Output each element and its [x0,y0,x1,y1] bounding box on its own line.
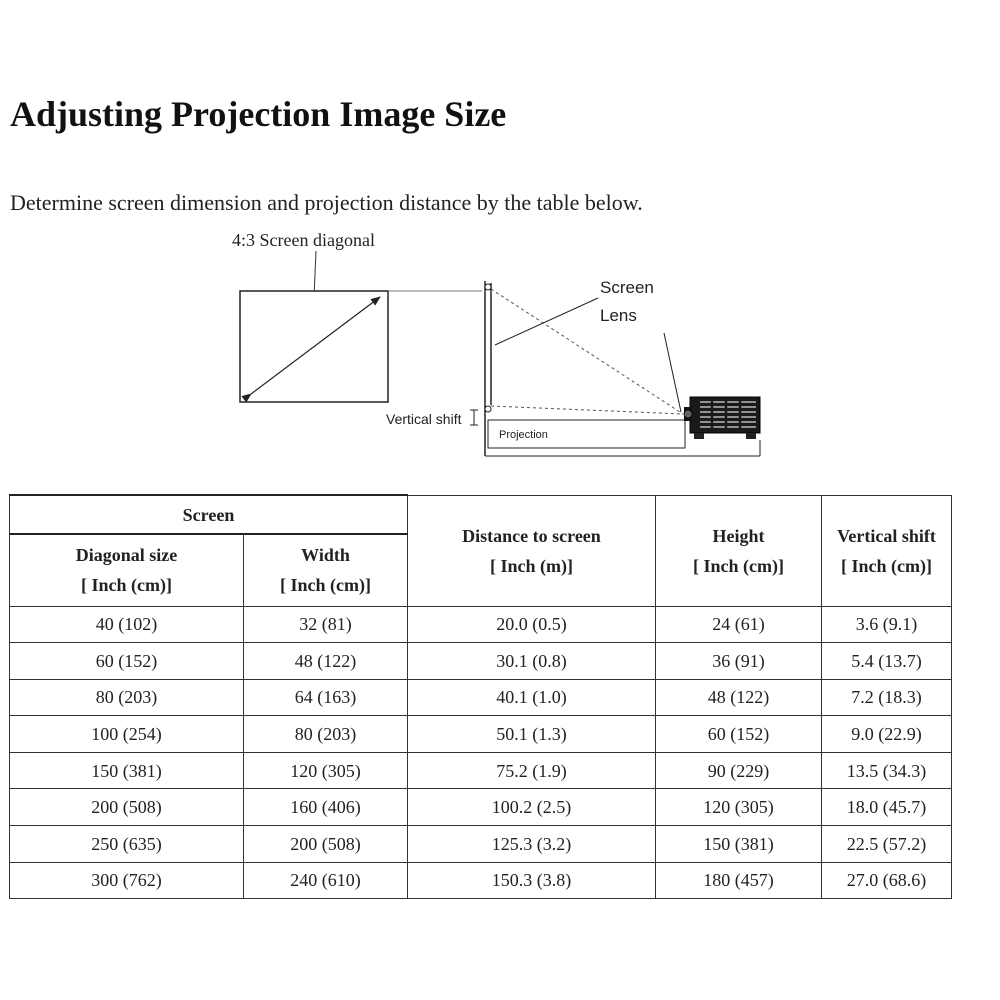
width-header-unit: [ Inch (cm)] [280,575,371,596]
height-cell: 36 (91) [656,643,822,680]
front-screen-view [240,291,388,402]
projection-ray-lower [491,406,683,414]
diagonal-cell: 60 (152) [10,643,244,680]
height-cell: 90 (229) [656,752,822,789]
diagonal-header-label: Diagonal size [75,545,178,566]
height-column-header [656,495,822,606]
projection-ray-upper [491,289,683,414]
diagonal-column-header [10,534,244,606]
width-cell: 32 (81) [244,606,408,643]
width-column-header [244,534,408,606]
table-row [10,789,952,826]
width-cell: 200 (508) [244,826,408,863]
width-header-label: Width [301,545,350,566]
width-cell: 120 (305) [244,752,408,789]
projector-icon [684,397,760,439]
table-row [10,716,952,753]
distance-cell: 150.3 (3.8) [408,862,656,899]
table-row [10,862,952,899]
distance-header-label: Distance to screen [462,525,601,546]
page-title: Adjusting Projection Image Size [10,94,507,134]
distance-cell: 75.2 (1.9) [408,752,656,789]
height-cell: 24 (61) [656,606,822,643]
diagonal-cell: 40 (102) [10,606,244,643]
intro-text: Determine screen dimension and projection distance by the table below. [10,190,643,215]
diagonal-cell: 100 (254) [10,716,244,753]
width-cell: 240 (610) [244,862,408,899]
distance-cell: 40.1 (1.0) [408,679,656,716]
diagonal-cell: 300 (762) [10,862,244,899]
vshift-cell: 13.5 (34.3) [822,752,952,789]
screen-label: Screen [600,278,654,297]
diagonal-cell: 250 (635) [10,826,244,863]
distance-cell: 30.1 (0.8) [408,643,656,680]
table-row [10,606,952,643]
screen-bottom-marker-icon [485,406,491,412]
screen-group-header [10,495,408,534]
width-cell: 160 (406) [244,789,408,826]
table-row [10,679,952,716]
diagonal-cell: 150 (381) [10,752,244,789]
distance-column-header [408,495,656,606]
projection-label: Projection [499,429,548,441]
distance-header-unit: [ Inch (m)] [490,555,573,576]
table-row [10,826,952,863]
screen-diagonal-label: 4:3 Screen diagonal [232,230,375,250]
width-cell: 48 (122) [244,643,408,680]
distance-cell: 20.0 (0.5) [408,606,656,643]
height-cell: 60 (152) [656,716,822,753]
height-cell: 120 (305) [656,789,822,826]
projection-distance-box [488,420,685,448]
lens-label-leader [664,333,681,412]
vertical-shift-column-header [822,495,952,606]
vshift-header-label: Vertical shift [837,525,936,546]
projection-diagram [0,222,1000,472]
distance-cell: 125.3 (3.2) [408,826,656,863]
table-row [10,752,952,789]
diagonal-cell: 200 (508) [10,789,244,826]
lens-label: Lens [600,306,637,325]
height-header-unit: [ Inch (cm)] [693,555,784,576]
distance-cell: 100.2 (2.5) [408,789,656,826]
vshift-cell: 5.4 (13.7) [822,643,952,680]
distance-cell: 50.1 (1.3) [408,716,656,753]
screen-group-label: Screen [182,504,235,525]
diagonal-header-unit: [ Inch (cm)] [81,575,172,596]
diagonal-cell: 80 (203) [10,679,244,716]
vshift-cell: 27.0 (68.6) [822,862,952,899]
screen-top-marker-icon [485,284,491,290]
projection-size-table [9,494,952,899]
screen-label-leader [495,298,598,345]
height-cell: 180 (457) [656,862,822,899]
width-cell: 64 (163) [244,679,408,716]
vertical-shift-label: Vertical shift [386,411,462,427]
vshift-cell: 7.2 (18.3) [822,679,952,716]
table-row [10,643,952,680]
height-cell: 150 (381) [656,826,822,863]
vshift-cell: 18.0 (45.7) [822,789,952,826]
width-cell: 80 (203) [244,716,408,753]
height-cell: 48 (122) [656,679,822,716]
vshift-cell: 22.5 (57.2) [822,826,952,863]
vshift-cell: 3.6 (9.1) [822,606,952,643]
height-header-label: Height [712,525,765,546]
vshift-cell: 9.0 (22.9) [822,716,952,753]
vshift-header-unit: [ Inch (cm)] [841,555,932,576]
